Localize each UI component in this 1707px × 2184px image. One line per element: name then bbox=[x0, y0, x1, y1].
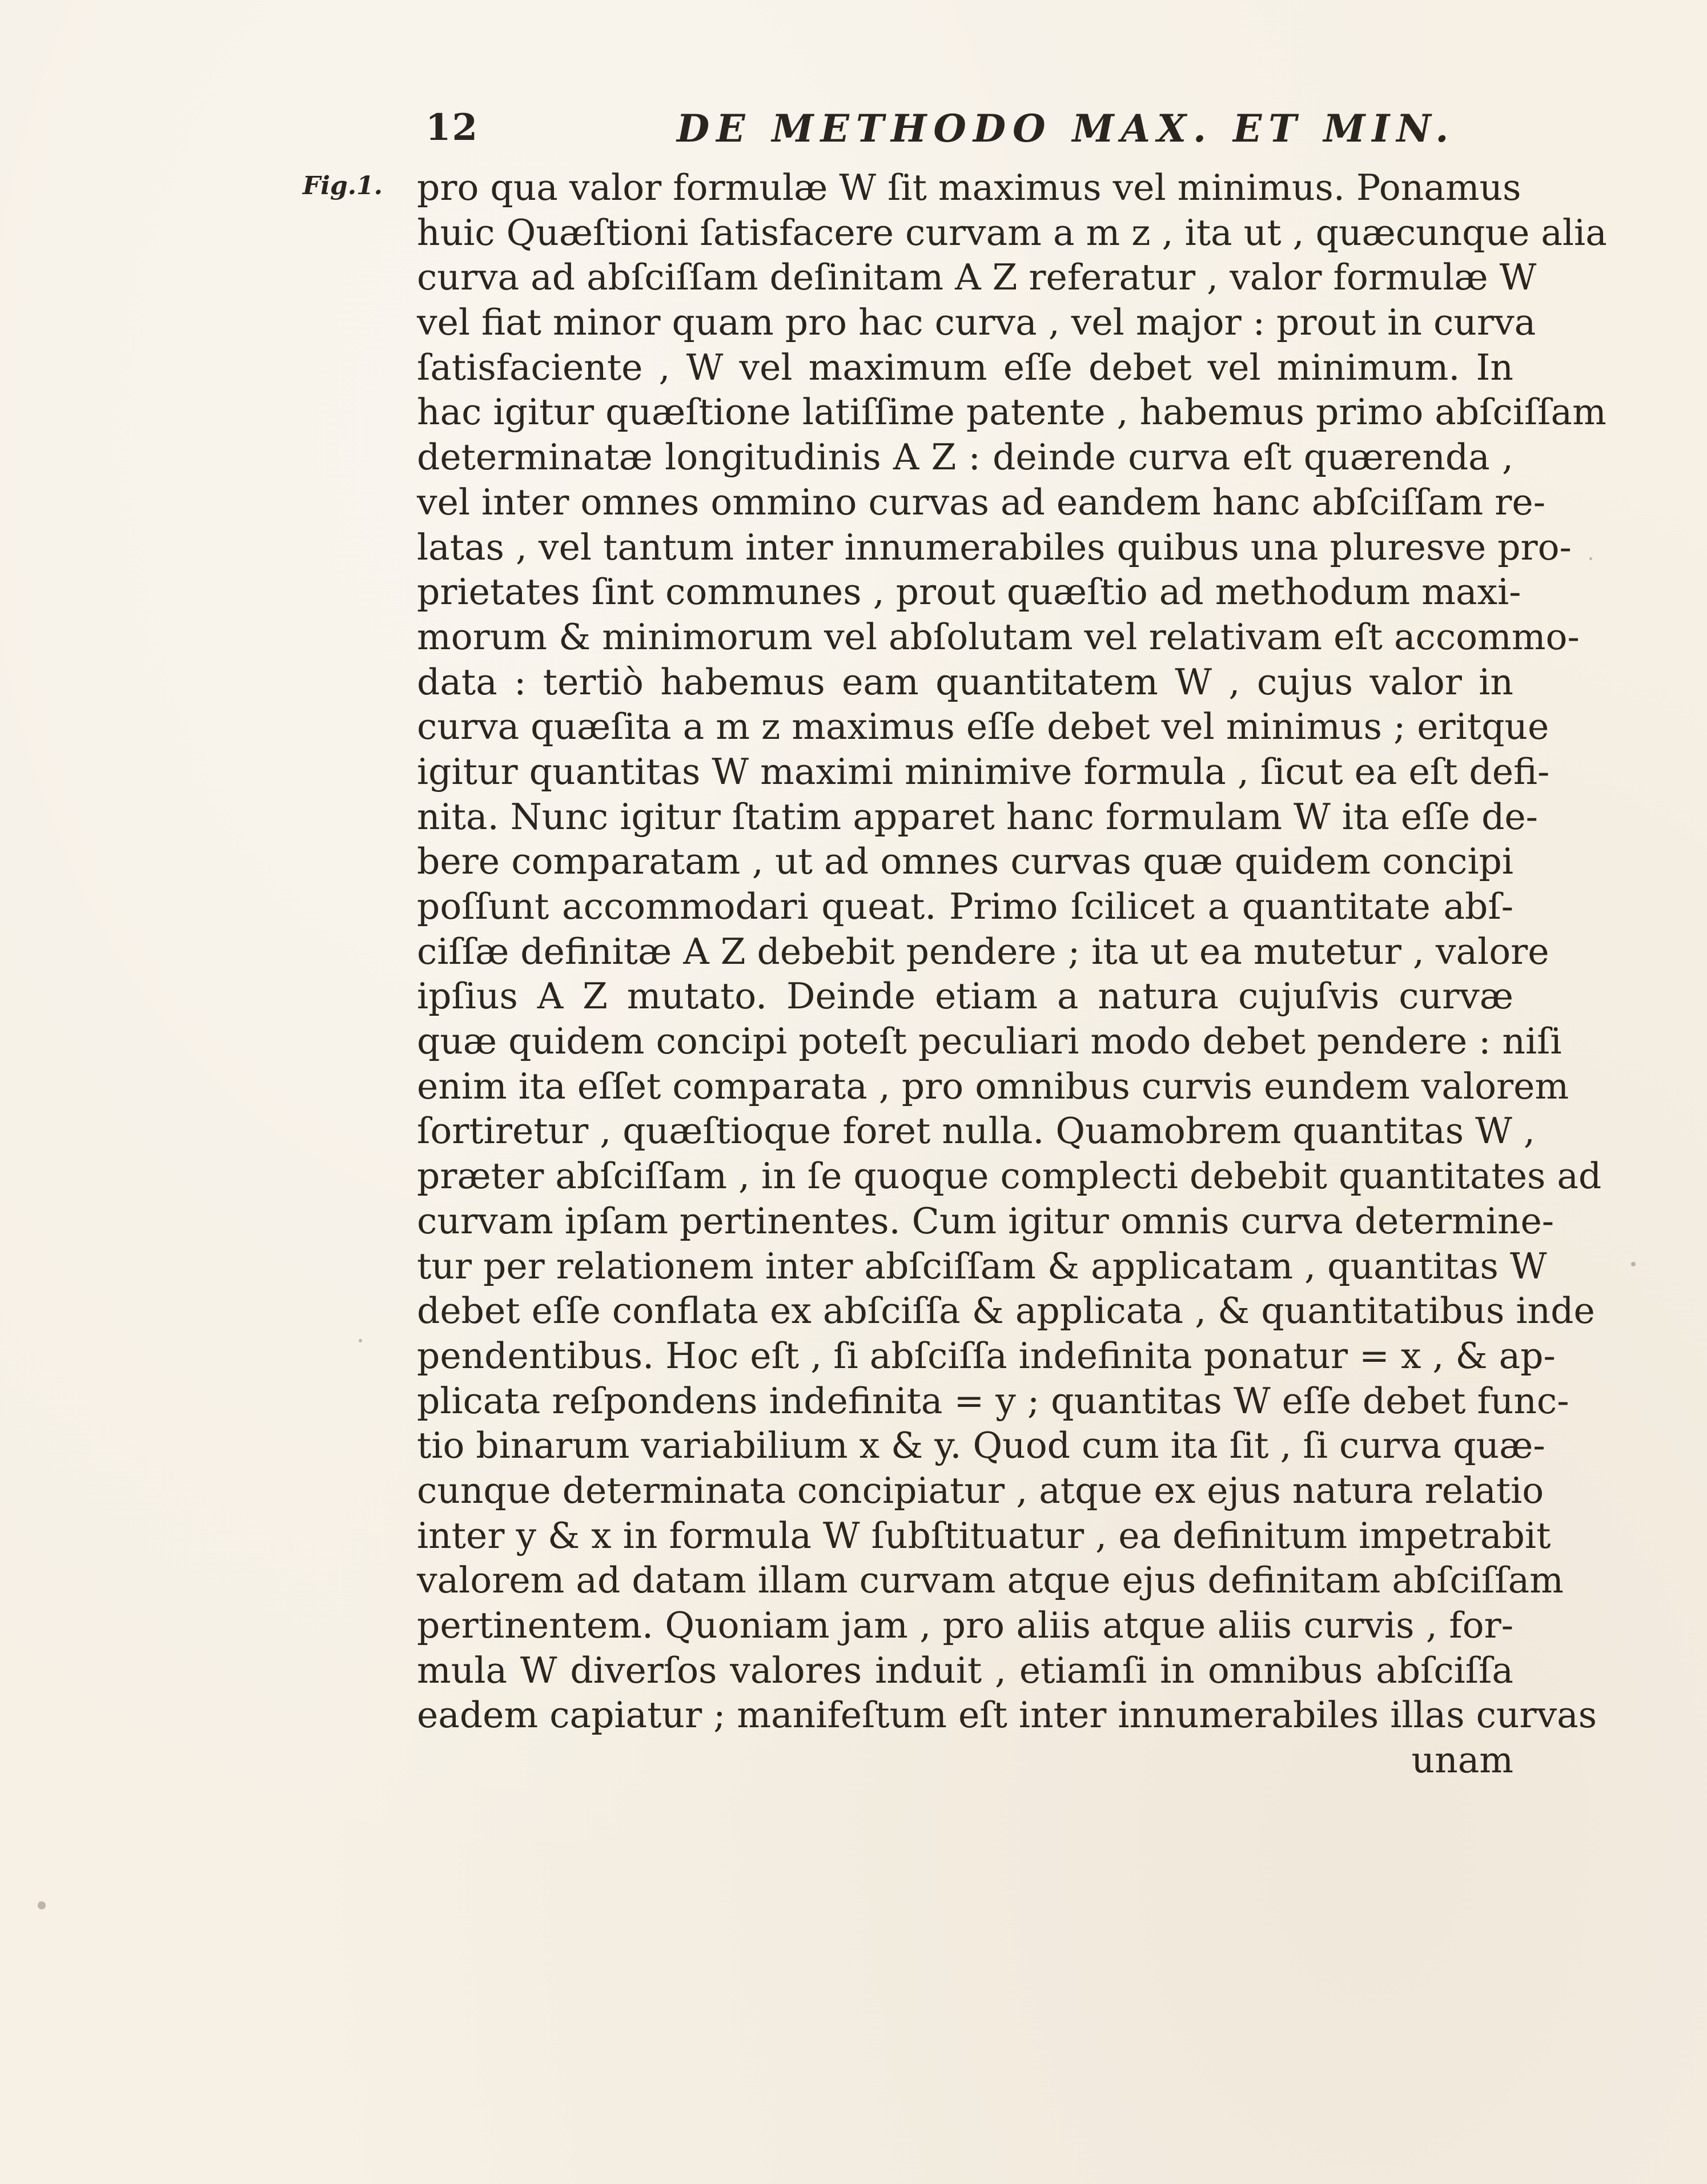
figure-reference-margin-note: Fig.1. bbox=[303, 171, 383, 200]
text-line: igitur quantitas W maximi minimive formula , ſicut ea eſt defi- bbox=[417, 750, 1550, 793]
page-number: 12 bbox=[425, 106, 479, 149]
text-line: latas , vel tantum inter innumerabiles quibus una pluresve pro- bbox=[417, 526, 1572, 568]
text-line: bere comparatam , ut ad omnes curvas quæ quidem concipi bbox=[417, 840, 1513, 883]
text-line: curvam ipſam pertinentes. Cum igitur omnis curva determine- bbox=[417, 1200, 1555, 1242]
paper-speck bbox=[1631, 1262, 1636, 1266]
catchword: unam bbox=[1411, 1739, 1513, 1781]
page-header bbox=[425, 106, 1456, 152]
text-line: tio binarum variabilium x & y. Quod cum ita ſit , ſi curva quæ- bbox=[417, 1425, 1545, 1467]
text-line: tur per relationem inter abſciſſam & applicatam , quantitas W bbox=[417, 1245, 1547, 1287]
text-line: ciſſæ definitæ A Z debebit pendere ; ita ut ea mutetur , valore bbox=[417, 930, 1549, 972]
text-line: cunque determinata concipiatur , atque ex ejus natura relatio bbox=[417, 1469, 1544, 1511]
text-line: data : tertiò habemus eam quantitatem W , cujus valor in bbox=[417, 661, 1513, 703]
text-line: ipſius A Z mutato. Deinde etiam a natura cujuſvis curvæ bbox=[417, 975, 1513, 1017]
paper-speck bbox=[38, 1901, 46, 1909]
text-line: hac igitur quæſtione latiſſime patente , habemus primo abſciſſam bbox=[417, 391, 1606, 433]
text-line: mula W diverſos valores induit , etiamſi in omnibus abſciſſa bbox=[417, 1649, 1513, 1691]
text-line: curva ad abſciſſam deſinitam A Z referatur , valor formulæ W bbox=[417, 256, 1537, 299]
paper-speck bbox=[1554, 647, 1557, 650]
text-line: plicata reſpondens indefinita = y ; quantitas W eſſe debet func- bbox=[417, 1379, 1569, 1422]
paper-speck bbox=[1589, 557, 1592, 560]
text-line: præter abſciſſam , in ſe quoque complecti debebit quantitates ad bbox=[417, 1155, 1602, 1197]
text-line: pro qua valor formulæ W ſit maximus vel minimus. Ponamus bbox=[417, 167, 1521, 208]
text-line: ſatisfaciente , W vel maximum eſſe debet vel minimum. In bbox=[417, 346, 1513, 388]
text-line: quæ quidem concipi poteſt peculiari modo debet pendere : niſi bbox=[417, 1020, 1562, 1063]
text-line: determinatæ longitudinis A Z : deinde curva eſt quærenda , bbox=[417, 436, 1513, 478]
text-line: curva quæſita a m z maximus eſſe debet vel minimus ; eritque bbox=[417, 706, 1549, 748]
text-line: vel fiat minor quam pro hac curva , vel major : prout in curva bbox=[417, 301, 1536, 344]
text-line: morum & minimorum vel abſolutam vel relativam eſt accommo- bbox=[417, 616, 1580, 658]
text-line: huic Quæſtioni ſatisfacere curvam a m z , ita ut , quæcunque alia bbox=[417, 211, 1607, 254]
text-line: debet eſſe conflata ex abſciſſa & applicata , & quantitatibus inde bbox=[417, 1290, 1595, 1332]
text-line: pertinentem. Quoniam jam , pro aliis atque aliis curvis , for- bbox=[417, 1604, 1513, 1646]
text-line: ſortiretur , quæſtioque foret nulla. Quamobrem quantitas W , bbox=[417, 1110, 1535, 1152]
text-line: vel inter omnes ommino curvas ad eandem hanc abſciſſam re- bbox=[417, 481, 1545, 523]
text-line: inter y & x in formula W ſubſtituatur , ea definitum impetrabit bbox=[417, 1514, 1551, 1556]
text-line: eadem capiatur ; manifeſtum eſt inter innumerabiles illas curvas bbox=[417, 1694, 1597, 1736]
text-line: enim ita eſſet comparata , pro omnibus curvis eundem valorem bbox=[417, 1065, 1569, 1107]
text-line: valorem ad datam illam curvam atque ejus definitam abſciſſam bbox=[417, 1559, 1564, 1602]
text-line: pendentibus. Hoc eſt , ſi abſciſſa indefinita ponatur = x , & ap- bbox=[417, 1334, 1556, 1377]
text-line: prietates ſint communes , prout quæſtio ad methodum maxi- bbox=[417, 571, 1521, 613]
paper-speck bbox=[359, 1339, 362, 1342]
body-text bbox=[417, 166, 1607, 1783]
text-line: poſſunt accommodari queat. Primo ſcilicet a quantitate abſ- bbox=[417, 886, 1513, 927]
text-line: nita. Nunc igitur ſtatim apparet hanc formulam W ita eſſe de- bbox=[417, 795, 1538, 838]
running-title: DE METHODO MAX. ET MIN. bbox=[677, 106, 1456, 151]
